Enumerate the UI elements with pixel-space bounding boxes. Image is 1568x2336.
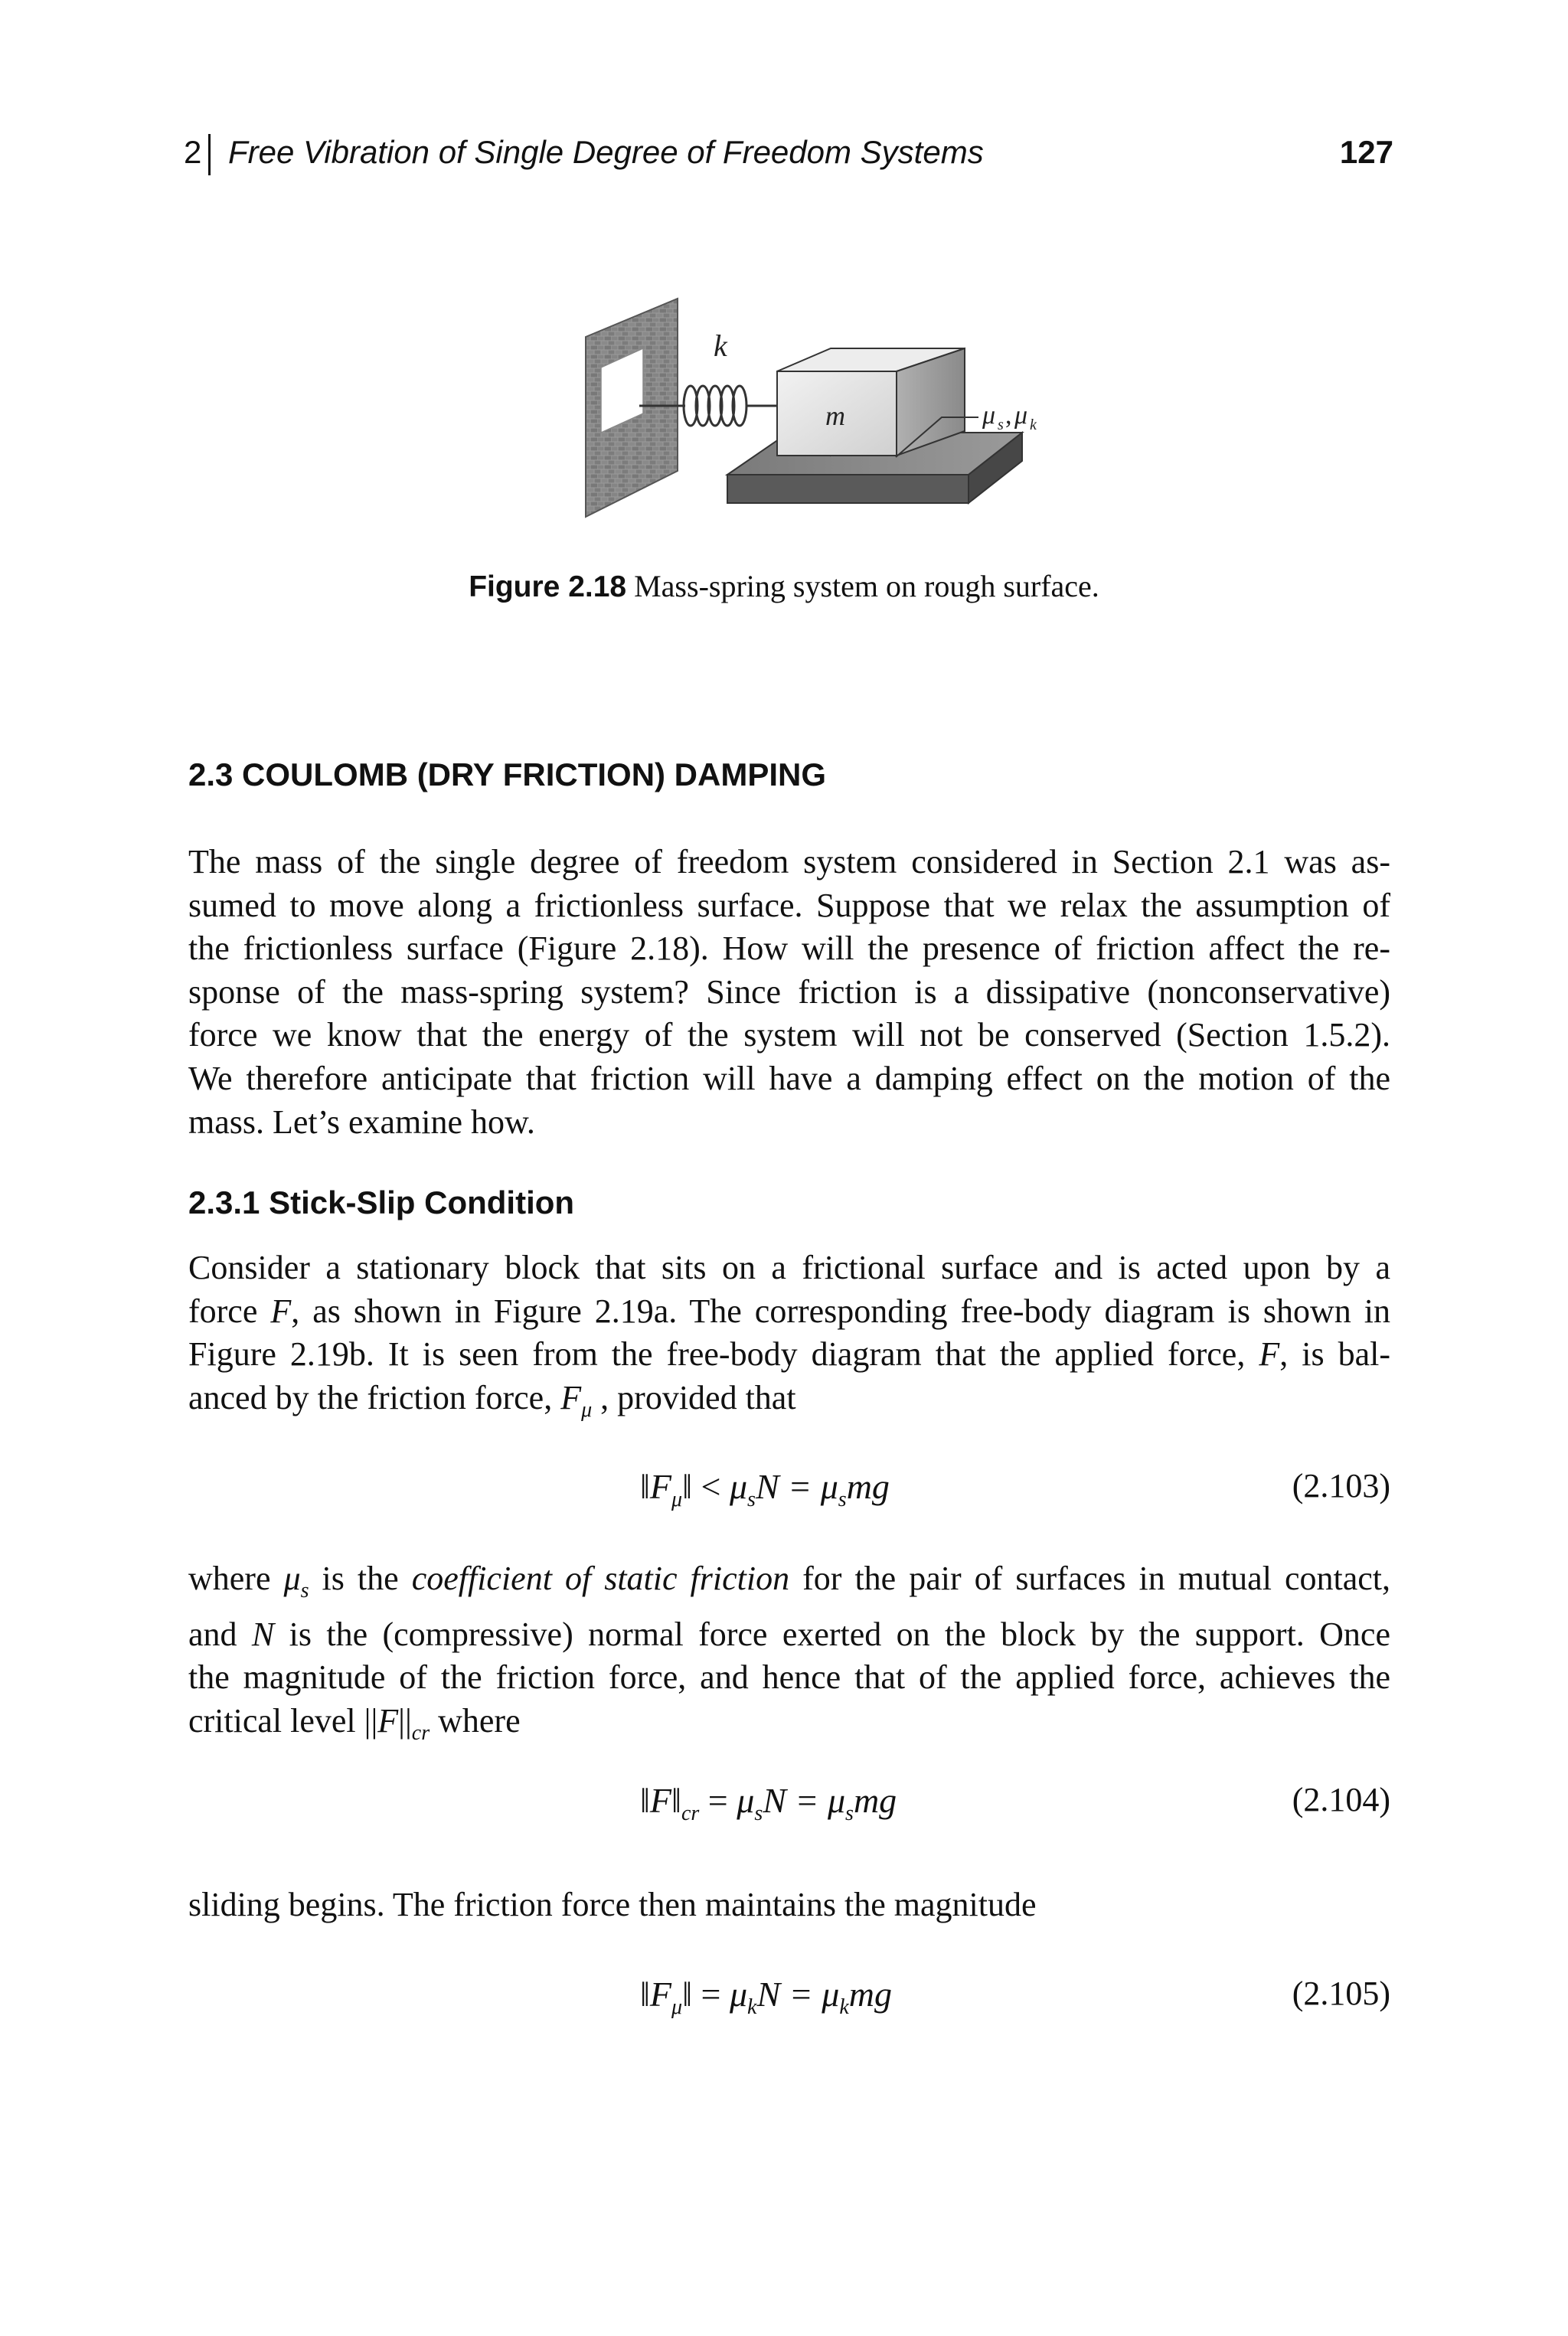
text-line: the magnitude of the friction force, and hence that of the applied force, achieves the <box>188 1658 1390 1697</box>
label-mu-s-sub: s <box>998 417 1004 433</box>
paragraph-stick-slip <box>188 1246 1390 1432</box>
figure-mass-spring <box>567 295 1057 532</box>
mass-block <box>777 348 965 456</box>
mass-spring-illustration <box>567 295 1057 532</box>
figure-caption-text: Mass-spring system on rough surface. <box>626 569 1099 603</box>
chapter-number: 2 <box>184 134 202 170</box>
brick-wall <box>586 299 678 517</box>
header-divider <box>208 134 211 175</box>
page-number: 127 <box>1339 134 1393 170</box>
text-line: We therefore anticipate that friction will have a damping effect on the motion of the <box>188 1059 1390 1097</box>
equation-number: (2.103) <box>1292 1467 1390 1505</box>
label-mu-s: μ <box>982 401 996 430</box>
section-heading: 2.3 COULOMB (DRY FRICTION) DAMPING <box>188 756 827 792</box>
text-line: sliding begins. The friction force then maintains the magnitude <box>188 1886 1037 1923</box>
label-m: m <box>825 400 845 431</box>
paragraph-sliding <box>188 1884 1390 1927</box>
running-header <box>184 134 1393 180</box>
text-line: Consider a stationary block that sits on a frictional surface and is acted upon by a <box>188 1249 1390 1286</box>
figure-caption <box>0 568 1568 604</box>
text-line: and N is the (compressive) normal force exerted on the block by the support. Once <box>188 1615 1390 1653</box>
equation-2-104 <box>188 1780 1390 1834</box>
text-line: Figure 2.19b. It is seen from the free-body diagram that the applied force, F, is bal- <box>188 1335 1390 1374</box>
equation-2-105 <box>188 1974 1390 2027</box>
label-k: k <box>714 328 727 363</box>
equation-body: $‖F_\mu‖ < \mu_sN = \mu_smg$ <box>640 1467 890 1511</box>
figure-caption-label: Figure 2.18 <box>469 570 627 603</box>
label-mu-k: μ <box>1014 401 1028 430</box>
text-line: the frictionless surface (Figure 2.18). How will the presence of friction affect the re- <box>188 929 1390 968</box>
label-mu-k-sub: k <box>1030 417 1037 433</box>
text-line: mass. Let’s examine how. <box>188 1103 535 1141</box>
text-line: force we know that the energy of the system will not be conserved (Section 1.5.2). <box>188 1016 1390 1054</box>
equation-number: (2.104) <box>1292 1781 1390 1818</box>
text-line: critical level $||F||_{cr}$ where <box>188 1701 521 1745</box>
subsection-heading: 2.3.1 Stick-Slip Condition <box>188 1184 575 1220</box>
text-line: force F, as shown in Figure 2.19a. The corresponding free-body diagram is shown in <box>188 1292 1390 1330</box>
text-line: sumed to move along a frictionless surface. Suppose that we relax the assumption of <box>188 886 1390 924</box>
text-line: sponse of the mass-spring system? Since friction is a dissipative (nonconservative) <box>188 972 1390 1011</box>
paragraph-static-friction <box>188 1557 1390 1755</box>
text-line: where $\mu_s$ is the coefficient of static friction for the pair of surfaces in mutual contact, <box>188 1560 1390 1603</box>
text-line: anced by the friction force, $F_\mu$ , provided that <box>188 1378 796 1422</box>
equation-body: $‖F‖_{cr} = \mu_sN = \mu_smg$ <box>640 1781 897 1825</box>
equation-2-103 <box>188 1466 1390 1520</box>
label-comma: , <box>1005 401 1012 430</box>
equation-number: (2.105) <box>1292 1975 1390 2012</box>
text-line: The mass of the single degree of freedom system considered in Section 2.1 was as- <box>188 843 1390 880</box>
chapter-title: Free Vibration of Single Degree of Freedom Systems <box>228 134 984 170</box>
paragraph-intro <box>188 841 1390 1144</box>
equation-body: $‖F_\mu‖ = \mu_kN = \mu_kmg$ <box>640 1975 892 2019</box>
